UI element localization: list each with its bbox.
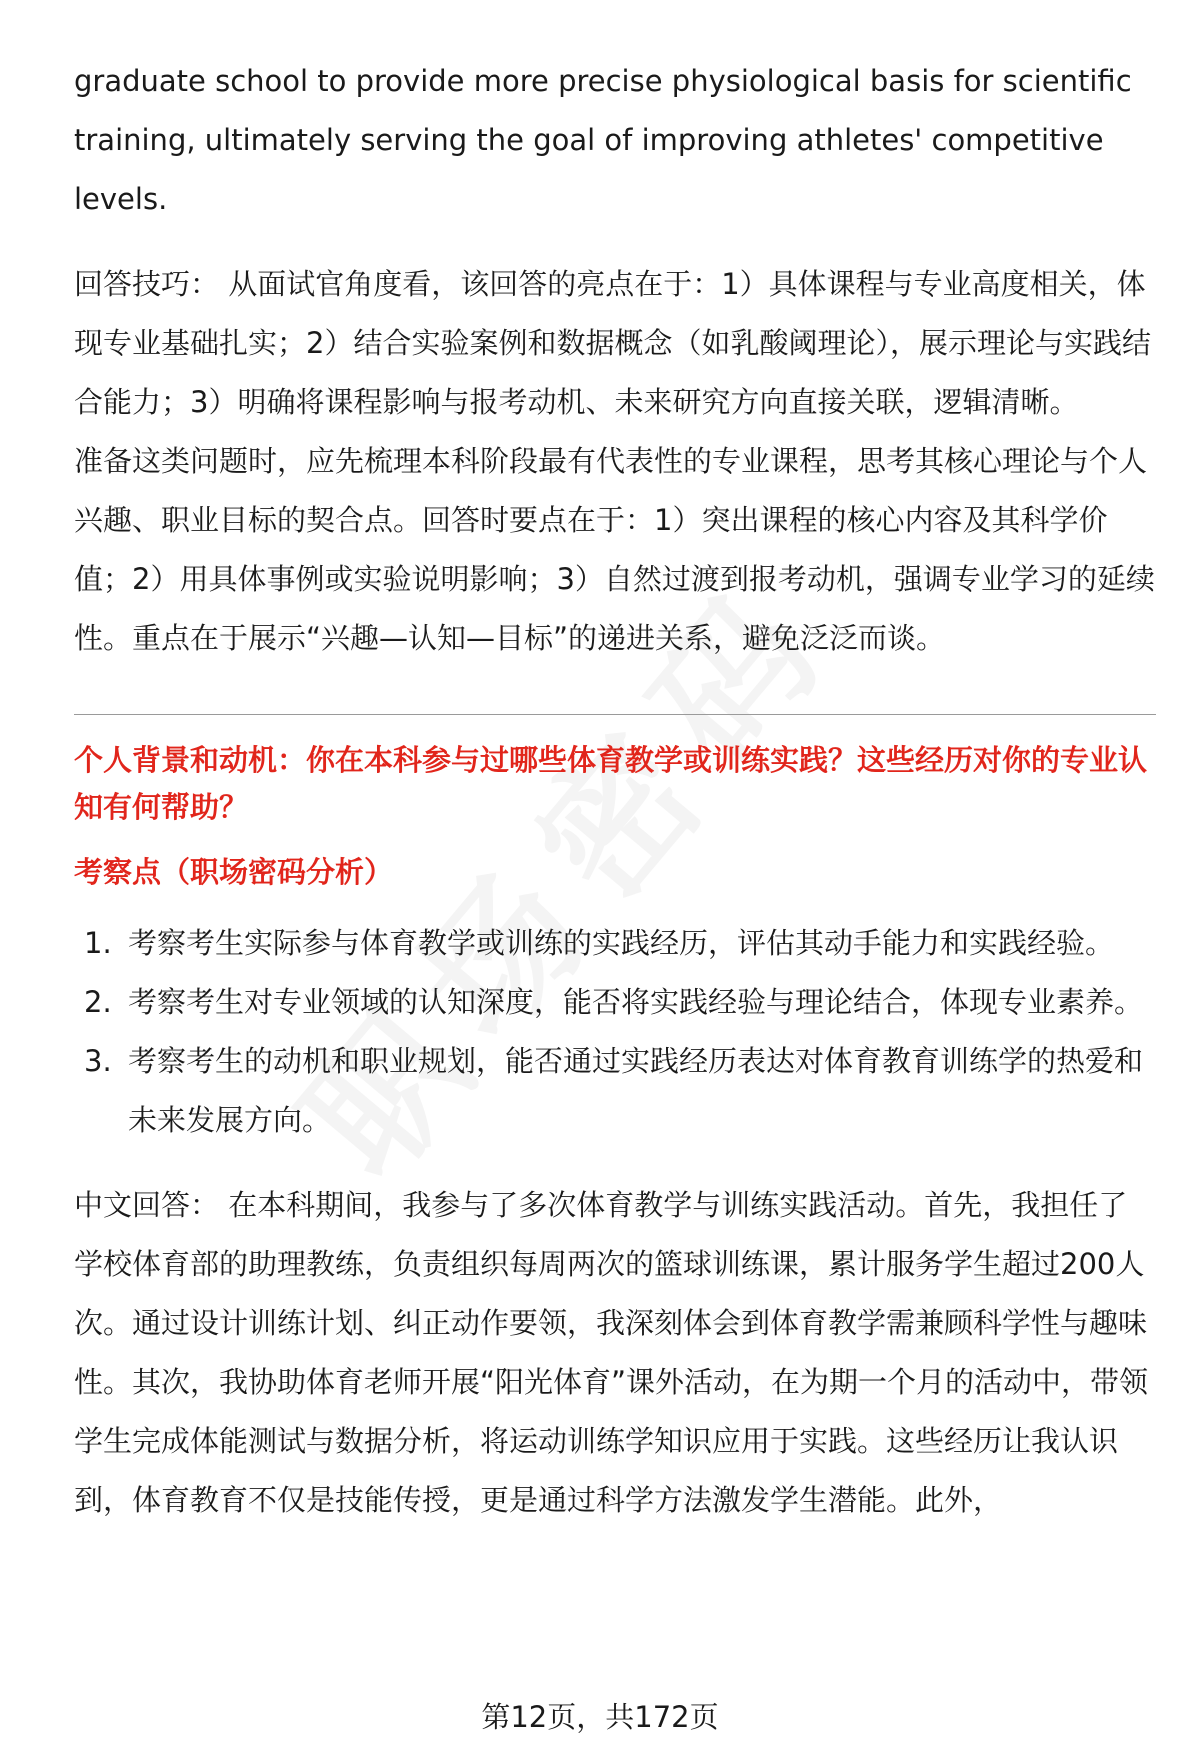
list-number: 1.	[84, 926, 112, 960]
question-title: 个人背景和动机：你在本科参与过哪些体育教学或训练实践？这些经历对你的专业认知有何帮助？	[74, 743, 1148, 824]
list-item-text: 考察考生实际参与体育教学或训练的实践经历，评估其动手能力和实践经验。	[128, 926, 1115, 960]
list-item	[74, 914, 1156, 973]
section-heading: 考察点（职场密码分析）	[74, 855, 394, 889]
tips-paragraph: 回答技巧： 从面试官角度看，该回答的亮点在于：1）具体课程与专业高度相关，体现专业基础扎实；2）结合实验案例和数据概念（如乳酸阈理论），展示理论与实践结合能力；3）明确将课程影响与报考动机、未来研究方向直接关联，逻辑清晰。	[74, 267, 1151, 419]
list-number: 3.	[84, 1044, 112, 1078]
answer-paragraph: 中文回答： 在本科期间，我参与了多次体育教学与训练实践活动。首先，我担任了学校体育部的助理教练，负责组织每周两次的篮球训练课，累计服务学生超过200人次。通过设计训练计划、纠正动作要领，我深刻体会到体育教学需兼顾科学性与趣味性。其次，我协助体育老师开展“阳光体育”课外活动，在为期一个月的活动中，带领学生完成体能测试与数据分析，将运动训练学知识应用于实践。这些经历让我认识到，体育教育不仅是技能传授，更是通过科学方法激发学生潜能。此外，	[74, 1188, 1149, 1517]
assessment-points-list	[74, 914, 1156, 1150]
section-divider	[74, 714, 1156, 715]
list-item-text: 考察考生对专业领域的认知深度，能否将实践经验与理论结合，体现专业素养。	[128, 985, 1144, 1019]
document-page	[74, 52, 1156, 1530]
list-item-text: 考察考生的动机和职业规划，能否通过实践经历表达对体育教育训练学的热爱和未来发展方向。	[128, 1044, 1144, 1137]
list-item	[74, 1032, 1156, 1150]
preparation-paragraph: 准备这类问题时，应先梳理本科阶段最有代表性的专业课程，思考其核心理论与个人兴趣、职业目标的契合点。回答时要点在于：1）突出课程的核心内容及其科学价值；2）用具体事例或实验说明影响；3）自然过渡到报考动机，强调专业学习的延续性。重点在于展示“兴趣—认知—目标”的递进关系，避免泛泛而谈。	[74, 444, 1155, 655]
continuation-paragraph: graduate school to provide more precise physiological basis for scientific training, ultimately serving the goal of improving athletes' competitive levels.	[74, 64, 1132, 216]
list-item	[74, 973, 1156, 1032]
page-number: 第12页，共172页	[481, 1700, 719, 1734]
list-number: 2.	[84, 985, 112, 1019]
